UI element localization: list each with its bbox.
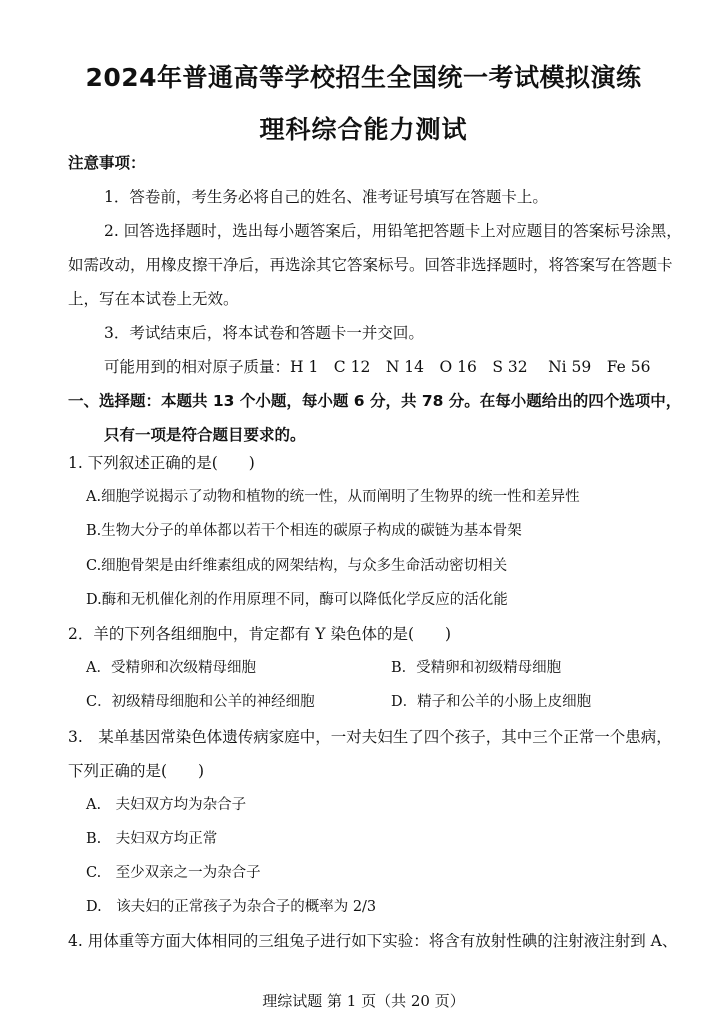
exam-title: 2024年普通高等学校招生全国统一考试模拟演练 — [85, 63, 642, 92]
question-3-option-d: D. 该夫妇的正常孩子为杂合子的概率为 2/3 — [86, 899, 377, 915]
section-1-heading-line-1: 一、选择题：本题共 13 个小题，每小题 6 分，共 78 分。在每小题给出的四个选项中， — [68, 392, 682, 410]
question-1-stem: 1. 下列叙述正确的是( ) — [68, 454, 255, 472]
question-1-option-d: D.酶和无机催化剂的作用原理不同，酶可以降低化学反应的活化能 — [86, 592, 508, 608]
notes-heading: 注意事项： — [68, 154, 146, 172]
question-2-option-a: A．受精卵和次级精母细胞 — [86, 660, 256, 676]
notes-item-2-line-2: 如需改动，用橡皮擦干净后，再选涂其它答案标号。回答非选择题时，将答案写在答题卡 — [68, 256, 673, 274]
notes-item-3: 3．考试结束后，将本试卷和答题卡一并交回。 — [104, 324, 424, 342]
question-3-stem-line-1: 3. 某单基因常染色体遗传病家庭中，一对夫妇生了四个孩子，其中三个正常一个患病， — [68, 728, 672, 746]
question-2-stem: 2．羊的下列各组细胞中，肯定都有 Y 染色体的是( ) — [68, 625, 452, 643]
question-3-option-a: A. 夫妇双方均为杂合子 — [86, 797, 247, 813]
question-1-option-c: C.细胞骨架是由纤维素组成的网架结构，与众多生命活动密切相关 — [86, 558, 508, 574]
question-2-option-b: B．受精卵和初级精母细胞 — [391, 660, 562, 676]
question-2-option-d: D．精子和公羊的小肠上皮细胞 — [391, 694, 592, 710]
notes-item-2-line-1: 2. 回答选择题时，选出每小题答案后，用铅笔把答题卡上对应题目的答案标号涂黑， — [104, 222, 682, 240]
question-2-option-c: C．初级精母细胞和公羊的神经细胞 — [86, 694, 315, 710]
page-footer: 理综试题 第 1 页（共 20 页） — [262, 992, 465, 1010]
question-3-stem-line-2: 下列正确的是( ) — [68, 762, 205, 780]
question-1-option-b: B.生物大分子的单体都以若干个相连的碳原子构成的碳链为基本骨架 — [86, 523, 522, 539]
notes-item-2-line-3: 上，写在本试卷上无效。 — [68, 290, 239, 308]
exam-subtitle: 理科综合能力测试 — [259, 115, 468, 144]
question-3-option-c: C. 至少双亲之一为杂合子 — [86, 865, 261, 881]
section-1-heading-line-2: 只有一项是符合题目要求的。 — [104, 426, 306, 444]
atomic-masses: 可能用到的相对原子质量：H 1 C 12 N 14 O 16 S 32 Ni 59 Fe 56 — [104, 358, 651, 376]
question-1-option-a: A.细胞学说揭示了动物和植物的统一性，从而阐明了生物界的统一性和差异性 — [86, 489, 580, 505]
notes-item-1: 1．答卷前，考生务必将自己的姓名、准考证号填写在答题卡上。 — [104, 188, 548, 206]
question-4-stem-line-1: 4. 用体重等方面大体相同的三组兔子进行如下实验：将含有放射性碘的注射液注射到 A、 — [68, 932, 678, 950]
question-3-option-b: B. 夫妇双方均正常 — [86, 831, 218, 847]
